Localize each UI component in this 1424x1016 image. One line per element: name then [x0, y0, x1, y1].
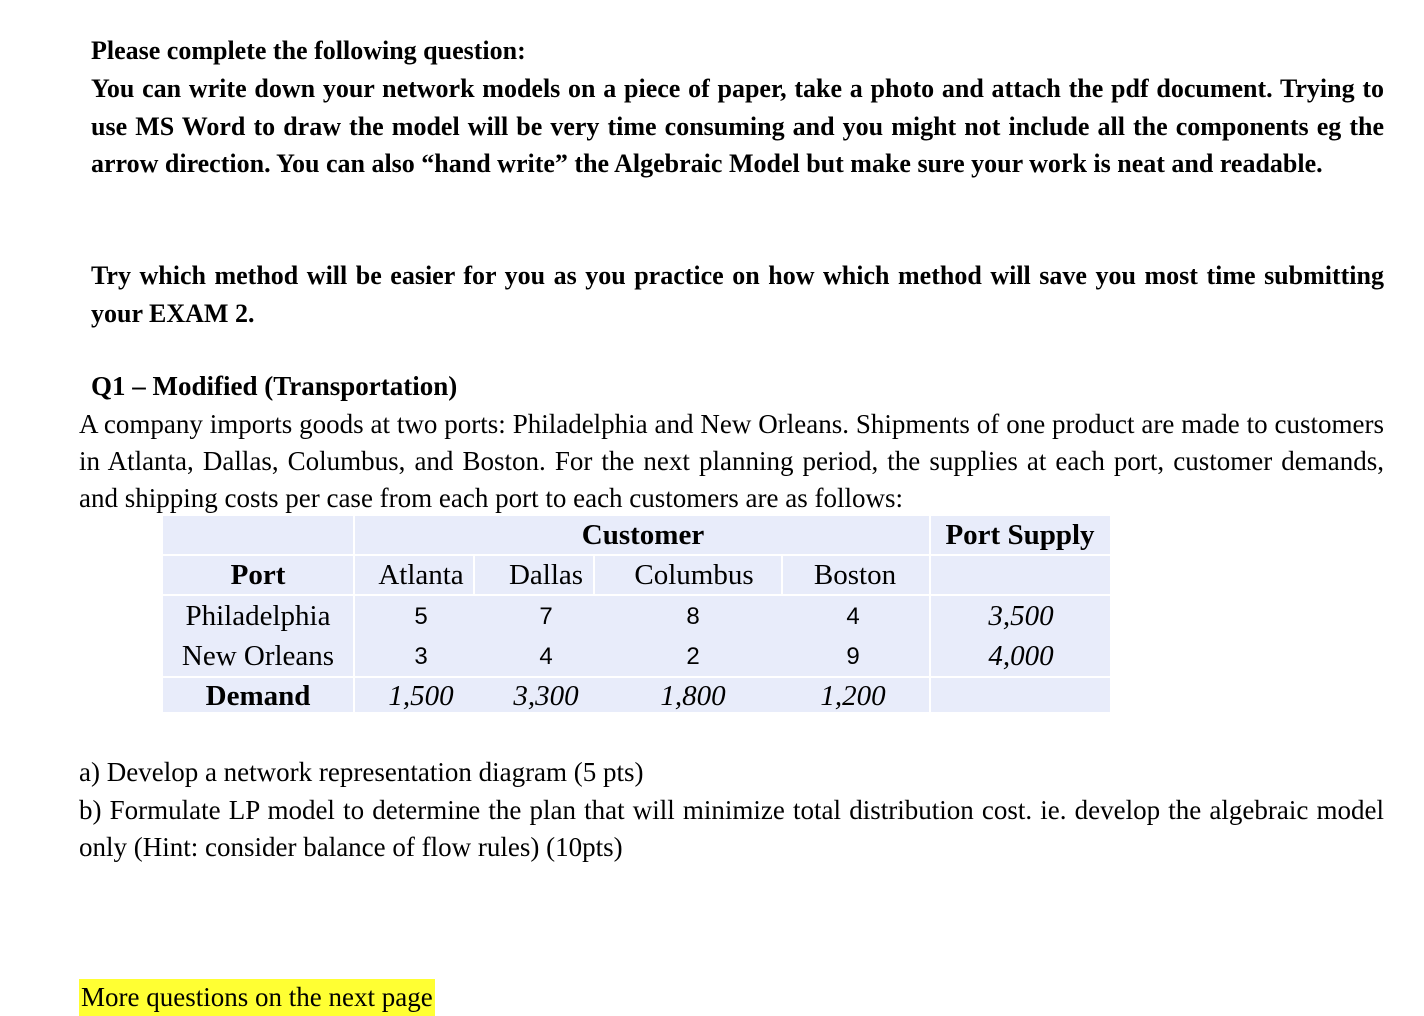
cost-cell: 9	[846, 643, 860, 670]
supply-new-orleans: 4,000	[988, 640, 1054, 672]
instructions-title: Please complete the following question:	[91, 36, 526, 65]
cost-cell: 2	[686, 643, 700, 670]
port-new-orleans: New Orleans	[181, 640, 335, 672]
customer-boston: Boston	[813, 559, 897, 591]
demand-boston: 1,200	[820, 680, 886, 712]
question-parts	[79, 754, 1384, 867]
method-advice: Try which method will be easier for you as you practice on how which method will save you most time submitting your EXAM 2.	[91, 261, 1384, 328]
customer-header: Customer	[581, 519, 705, 551]
part-a: a) Develop a network representation diagram (5 pts)	[79, 757, 644, 787]
demand-dallas: 3,300	[513, 680, 579, 712]
next-page-note: More questions on the next page	[79, 979, 435, 1016]
port-supply-header: Port Supply	[945, 519, 1095, 551]
question-description: A company imports goods at two ports: Philadelphia and New Orleans. Shipments of one product are made to customers in Atlanta, Dallas, Columbus, and Boston. For the next planning period, the supplies at each port, customer demands, and shipping costs per case from each port to each customers are as follows:	[79, 409, 1384, 513]
port-header: Port	[230, 559, 286, 591]
cost-cell: 3	[414, 643, 428, 670]
demand-atlanta: 1,500	[388, 680, 454, 712]
cost-cell: 7	[539, 603, 553, 630]
port-philadelphia: Philadelphia	[185, 600, 331, 632]
transportation-table	[163, 516, 1110, 712]
cost-cell: 8	[686, 603, 700, 630]
demand-label: Demand	[205, 680, 311, 712]
table-divider	[353, 516, 355, 712]
cost-cell: 4	[539, 643, 553, 670]
table-divider	[163, 594, 1110, 596]
customer-dallas: Dallas	[508, 559, 584, 591]
question-heading: Q1 – Modified (Transportation)	[91, 371, 458, 401]
cost-cell: 4	[846, 603, 860, 630]
part-b: b) Formulate LP model to determine the plan that will minimize total distribution cost. ie. develop the algebraic model only (Hint: consider balance of flow rules) (10pts)	[79, 794, 1384, 862]
supply-philadelphia: 3,500	[988, 600, 1054, 632]
demand-columbus: 1,800	[660, 680, 726, 712]
customer-atlanta: Atlanta	[378, 559, 464, 591]
cost-cell: 5	[414, 603, 428, 630]
table-divider	[163, 554, 1110, 556]
customer-columbus: Columbus	[634, 559, 754, 591]
instructions-body: You can write down your network models on a piece of paper, take a photo and attach the pdf document. Trying to use MS Word to draw the model will be very time consuming and you might not include all the components eg the arrow direction. You can also “hand write” the Algebraic Model but make sure your work is neat and readable.	[91, 74, 1384, 178]
